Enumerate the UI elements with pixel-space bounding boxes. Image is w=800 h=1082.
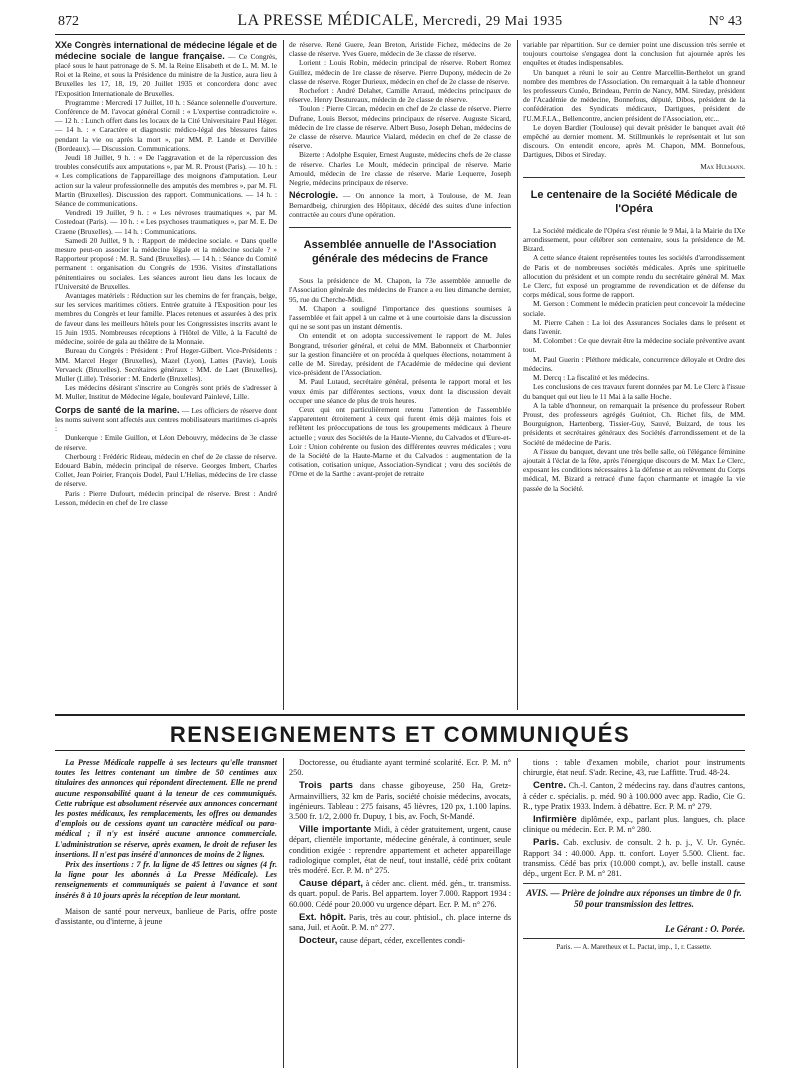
issue-date: Mercredi, 29 Mai 1935 xyxy=(422,14,563,29)
centenaire-p7: M. Dercq : La fiscalité et les médecins. xyxy=(533,373,649,383)
assemblee-p2: M. Chapon a souligné l'importance des questions soumises à l'assemblée et fait appel à un calme et à une courtoisie dans la discussion qui ne se sont pas un instant démentis. xyxy=(289,303,511,332)
centenaire-p6: M. Paul Guerin : Pléthore médicale, concurrence déloyale et Ordre des médecins. xyxy=(523,354,745,373)
ad-cause-title: Cause départ, xyxy=(299,878,364,890)
notice: La Presse Médicale rappelle à ses lecteurs qu'elle transmet toutes les lettres contenant un timbre de 50 centimes aux titulaires des annonces qui répondent directement. Elle ne prend aucune responsabilité quant à la teneur de ces communiqués. Cette rubrique est absolument réservée aux annonces concernant les postes médicaux, les remplacements, les offres ou demandes d'emplois ou de cessions ayant un caractère médical ou para-médical ; il n'y est inséré aucune annonce commerciale. L'administration se réserve, après examen, le droit de refuser les insertions. Il n'est pas inséré d'annonces de moins de 2 lignes. xyxy=(55,758,277,859)
section-rule xyxy=(55,714,745,716)
classifieds-column-1 xyxy=(55,758,277,927)
doyen: Le doyen Bardier (Toulouse) qui devait présider le banquet avait été empêché au dernier moment. M. Stillmunkès le représentait et lut son discours. On entendit encore, après M. Chapon, MM. Bonnefous, Dartigues, Dibos et Sireday. xyxy=(523,122,745,160)
necrologie-title: Nécrologie. xyxy=(289,190,339,201)
prix: Prix des insertions : 7 fr. la ligne de 45 lettres ou signes (4 fr. la ligne pour les abonnés à La Presse Médicale). Les renseignements et communiqués se paient à l'avance et sont insérés 8 à 10 jours après la réception de leur montant. xyxy=(55,860,277,900)
centenaire-p5: M. Colombet : Ce que devrait être la médecine sociale préventive avant tout. xyxy=(523,336,745,355)
assemblee-p3: On entendit et on adopta successivement le rapport de M. Jules Bongrand, trésorier général, et celui de MM. Babonneix et Charbonnier sur la gestion financière et on procéda à quelques élections, notamment à celle de M. Sireday, président de l'Académie de médecine qui devient vice-président de l'Association. xyxy=(289,331,511,378)
toulon: Toulon : Pierre Circan, médecin en chef de 2e classe de réserve. Pierre Dufrane, Louis Bersot, médecins principaux de réserve. Auguste Sicard, médecin de 1re classe de réserve. Albert Buso, Joseph Dehan, médecins de 2e classe de réserve. Maurice Vialard, médecin en chef de 2e classe de réserve. xyxy=(289,104,511,151)
centenaire-p10: A l'issue du banquet, devant une très belle salle, où l'élégance féminine ajoutait à l'éclat de la fête, après l'énergique discours de M. Max Le Clerc, exposant les conditions nécessaires à la défense et au relèvement du Corps médical, M. Bizard a retracé d'une façon charmante et imagée la vie passée de la Société. xyxy=(523,446,745,493)
corps-intro: — Les officiers de réserve dont les noms suivent sont affectés aux centres mobilisateurs maritimes ci-après : xyxy=(55,405,277,434)
corps-title: Corps de santé de la marine. xyxy=(55,404,180,415)
centenaire-p3: M. Gerson : Comment le médecin praticien peut concevoir la médecine sociale. xyxy=(523,299,745,318)
ad-ville-title: Ville importante xyxy=(299,824,372,836)
page-header xyxy=(50,10,750,34)
column-divider xyxy=(517,758,518,1068)
marine-cont: de réserve. René Guere, Jean Breton, Aristide Fichez, médecins de 2e classe de réserve. Yves Guere, médecin de 3e classe de réserve. xyxy=(289,40,511,59)
printer-line: Paris. — A. Maretheux et L. Pactat, imp., 1, r. Cassette. xyxy=(556,943,712,952)
assemblee-p4: M. Paul Lutaud, secrétaire général, présenta le rapport moral et les vœux émis par différentes sections, vœux dont la discussion devait occuper une séance de plus de trois heures. xyxy=(289,377,511,405)
ad-trois-parts-title: Trois parts xyxy=(299,780,353,792)
header-rule xyxy=(55,34,745,35)
paris-brest: Paris : Pierre Dufourt, médecin principal de réserve. Brest : André Lesson, médecin en chef de 1re classe xyxy=(55,488,277,507)
column-divider xyxy=(283,40,284,710)
column-1 xyxy=(55,40,277,507)
ad-infirmiere: diplômée, exp., parlant plus. langues, ch. place clinique ou médecin. Ecr. P. M. n° 280. xyxy=(523,815,745,835)
ad-cause: à céder anc. client. méd. gén., tr. transmiss. ds quart. popul. de Paris. Bel appartem. loyer 7.000. Rapport 1934 : 60.000. Cédé pour 20.000 vu urgence départ. Ecr. P. M. n° 276. xyxy=(289,879,511,909)
ad-paris: Cab. exclusiv. de consult. 2 h. p. j., V. Ur. Gynéc. Rapport 34 : 40.000. App. tt. confort. Loyer 5.500. Client. fac. transmiss. Cédé bas prix (10.000 compt.), av. belle install. cause dép., urgent Ecr. P. M. n° 281. xyxy=(523,838,746,879)
renseignements-title: RENSEIGNEMENTS ET COMMUNIQUÉS xyxy=(169,722,631,747)
signature: Max Hulmann. xyxy=(700,161,745,171)
centenaire-p9: A la table d'honneur, on remarquait la présence du professeur Robert Proust, des professeurs agrégés Guéniot, Ch. Richet fils, de MM. Bourguignon, Hartenberg, Tissier-Guy, Sauvé, Buizard, de tous les présidents et secrétaires généraux des Sociétés d'arrondissement et de la Société de médecine de Paris. xyxy=(523,400,745,447)
ad-centre: Ch.-l. Canton, 2 médecins ray. dans d'autres cantons, à céder c. spécialis. p. méd. 90 à 100.000 avec app. Radio, Cie G. R., type Pratix 1933. Indem. à débattre. Ecr. P. M. n° 279. xyxy=(523,781,746,811)
section-rule xyxy=(55,750,745,751)
centenaire-title: Le centenaire de la Société Médicale de l'Opéra xyxy=(523,177,745,216)
assemblee-p1: Sous la présidence de M. Chapon, la 73e assemblée annuelle de l'Association générale des médecins de France a eu lieu dimanche dernier, 95, rue du Cherche-Midi. xyxy=(289,276,511,304)
ad-infirmiere-title: Infirmière xyxy=(533,814,577,826)
ad-ville: Midi, à céder gratuitement, urgent, cause départ, clientèle importante, médecine générale, à continuer, seule condition exigée : reprendre appartement et acheter appareillage radiologique complet, état de neuf, tout installé, cédé prix coûtant très modéré. Ecr. P. M. n° 275. xyxy=(289,825,512,876)
lorient: Lorient : Louis Robin, médecin principal de réserve. Robert Romez Guillez, médecin de 1re classe de réserve. Pierre Dupony, médecin de 2e classe de réserve. Roger Durieux, médecin en chef de 2e classe de réserve. xyxy=(289,58,511,86)
assemblee-p5: Ceux qui ont particulièrement retenu l'attention de l'assemblée s'apparentent étroitement à ceux qui furent émis déjà maintes fois et reflètent les préoccupations de tous les groupements médicaux à l'heure actuelle ; vœux des Sociétés de la Haute-Vienne, du Calvados et d'Eure-et-Loir : Union cohérente ou fusion des différentes œuvres médicales ; vœu de la Société de la Haute-Marne et du Calvados : augmentation de la cotisation, cotisation unique, Association-Syndicat ; vœu des sociétés de l'Orne et de la Sarthe : avant-projet de retraite xyxy=(289,405,511,479)
dunkerque: Dunkerque : Emile Guillon, et Léon Debouvry, médecins de 3e classe de réserve. xyxy=(55,433,277,452)
ad-docteur-title: Docteur, xyxy=(299,935,338,947)
banquet: Un banquet a réuni le soir au Centre Marcellin-Berthelot un grand nombre des membres de l'Association. On remarquait à la table d'honneur les professeurs Cunéo, Brindeau, Perrin de Nancy, MM. Sireday, président de l'Académie de médecine, Bonnefous, député, Dibos, président de la confédération des Syndicats médicaux, Dartigues, président de l'U.M.F.I.A., Bellencontre, ancien président de l'Association, etc... xyxy=(523,67,745,123)
centenaire-p2: A cette séance étaient représentées toutes les sociétés d'arrondissement de Paris et de nombreuses sociétés médicales. Après une spirituelle allocution du président et un compte rendu du secrétaire général M. Max Le Clerc, fut exposé un programme de revendication et de défense du corps médical, sous forme de rapport. xyxy=(523,253,745,300)
journal-title: LA PRESSE MÉDICALE, Mercredi, 29 Mai 1935 xyxy=(237,12,563,29)
classifieds-column-3 xyxy=(523,758,745,953)
centenaire-p4: M. Pierre Cahen : La loi des Assurances Sociales dans le présent et dans l'avenir. xyxy=(523,317,745,337)
ad-ext: Paris, très au cour. phtisiol., ch. place interne ds sana, Juil. et Août. P. M. n° 277. xyxy=(289,912,511,933)
page-number: 872 xyxy=(58,14,79,29)
ad-ext-title: Ext. hôpit. xyxy=(299,911,347,923)
inscription: Les médecins désirant s'inscrire au Congrès sont priés de s'adresser à M. Muller, Institut de Médecine légale, boulevard Painlevé, Lille. xyxy=(55,383,277,402)
congres-intro: — Ce Congrès, placé sous le haut patronage de S. M. la Reine Elisabeth et de L. M. M. le Roi et la Reine, et sous la Présidence du ministre de la Justice, aura lieu à Bruxelles les 17, 18, 19, 20 Juillet 1935 et concordera donc avec l'Exposition Internationale de Bruxelles. xyxy=(55,51,277,98)
assemblee-cont: variable par répartition. Sur ce dernier point une discussion très serrée et toujours courtoise s'engagea dont la conclusion fut ajournée après les enquêtes et études indispensables. xyxy=(523,40,745,68)
column-3 xyxy=(523,40,745,493)
column-divider xyxy=(517,40,518,710)
congres-title: XXe Congrès international de médecine légale et de médecine sociale de langue française. xyxy=(55,40,277,61)
centenaire-p8: Les conclusions de ces travaux furent données par M. Le Clerc à l'issue du banquet qui eut lieu le 11 Mai à la salle Hoche. xyxy=(523,382,745,401)
avis-notice: AVIS. — Prière de joindre aux réponses un timbre de 0 fr. 50 pour transmission des lettres. xyxy=(523,883,745,910)
assemblee-title: Assemblée annuelle de l'Association générale des médecins de France xyxy=(289,227,511,266)
samedi: Samedi 20 Juillet, 9 h. : Rapport de médecine sociale. « Dans quelle mesure peut-on associer la médecine légale et la médecine sociale ? » Rapporteur proposé : M. R. Sand (Bruxelles). — 14 h. : Séance du Comité permanent : organisation du Congrès de 1936. Visites d'installations pénitentiaires ou sociales. Les séances auront lieu dans les locaux de l'Université de Bruxelles. xyxy=(55,235,277,291)
issue-number: N° 43 xyxy=(708,14,742,29)
jeudi: Jeudi 18 Juillet, 9 h. : « De l'aggravation et de la répercussion des troubles consécutifs aux amputations », par M. R. Proust (Paris). — 10 h. : « Les complications de l'appareillage des moignons d'amputation. Leur action sur la valeur professionnelle des amputés des membres », par M. Fl. Martin (Bruxelles). Discussion des rapport. Communications. — 14 h. : Séance de communications. xyxy=(55,153,277,209)
cherbourg: Cherbourg : Frédéric Rideau, médecin en chef de 2e classe de réserve. Edouard Babin, médecin principal de réserve. Georges Imbert, Charles Collet, Jean Poirier, François Dodel, Paul L'Helias, médecins de 1re classe de réserve. xyxy=(55,451,277,489)
ad-doctoresse: Doctoresse, ou étudiante ayant terminé scolarité. Ecr. P. M. n° 250. xyxy=(289,758,511,778)
ad-docteur-cont: tions : table d'examen mobile, chariot pour instruments chirurgie, état neuf. S'adr. Recine, 43, rue Laffitte. Trud. 48-24. xyxy=(523,758,745,778)
bureau: Bureau du Congrès : Président : Prof Heger-Gilbert. Vice-Présidents : MM. Marcel Heger (Bruxelles), Mazel (Lyon), Lattes (Pavie), Louis Vervaeck (Bruxelles). Secrétaires généraux : MM. de Laet (Bruxelles), Muller (Lille). Trésorier : M. Enderle (Bruxelles). xyxy=(55,346,277,383)
programme: Programme : Mercredi 17 Juillet, 10 h. : Séance solennelle d'ouverture. Conférence de M. l'avocat général Cornil : « L'expertise contradictoire ». — 12 h. : Lunch offert dans les locaux de la Cité Universitaire Paul Héger. — 14 h. : « Caractère et diagnostic médico-légal des blessures faites pendant la vie ou après la mort », par MM. P. Lande et Dervillée (Bordeaux). — Discussion. Communications. xyxy=(55,97,277,153)
vendredi: Vendredi 19 Juillet, 9 h. : « Les névroses traumatiques », par M. Costedoat (Paris). — 10 h. : « Les psychoses traumatiques », par M. E. De Craene (Bruxelles). — 14 h. : Communications. xyxy=(55,208,277,236)
ad-paris-title: Paris. xyxy=(533,837,560,849)
gerant: Le Gérant : O. Porée. xyxy=(523,924,745,939)
ad-docteur: cause départ, céder, excellentes condi- xyxy=(339,936,466,946)
bizerte: Bizerte : Adolphe Esquier, Ernest Auguste, médecins chefs de 2e classe de réserve. Charles Le Moult, médecin principal de réserve. Marie Arnould, médecin de 1re classe de réserve. Marie Lequerre, Joseph Negrie, médecins principaux de réserve. xyxy=(289,150,511,188)
necrologie: — On annonce la mort, à Toulouse, de M. Jean Bernardbeig, chirurgien des Hôpitaux, décédé des suites d'une infection contractée au cours d'une opération. xyxy=(289,191,511,219)
ad-centre-title: Centre. xyxy=(533,780,567,792)
ad-trois-parts: dans chasse giboyeuse, 250 Ha, Gretz-Armainvilliers, 32 km de Paris, société choisie médecins, avocats, ingénieurs. Tableau : 275 faisans, 45 lièvres, 120 px, 1.100 lapins. 3.500 fr. 1/2, 2.000 fr. Dupuy, 1 bis, av. Foch, St-Mandé. xyxy=(289,781,512,822)
rochefort: Rochefort : André Delahet, Camille Arraud, médecins principaux de réserve. Henry Destureaux, médecin de 2e classe de réserve. xyxy=(289,86,511,105)
column-2 xyxy=(289,40,511,479)
avantages: Avantages matériels : Réduction sur les chemins de fer français, belge, sur les services maritimes côtiers. Entrée gratuite à l'Exposition pour les membres du Congrès et leur famille. Places retenues et assurées à des prix de faveur dans les meilleurs hôtels pour les Congressistes inscrits avant le 15 Juin 1935. Nombreuses réceptions à l'Hôtel de Ville, à la Faculté de médecine, soirée de gala au théâtre de la Monnaie. xyxy=(55,291,277,347)
classifieds-column-2 xyxy=(289,758,511,946)
column-divider xyxy=(283,758,284,1068)
maison-de-sante: Maison de santé pour nerveux, banlieue de Paris, offre poste d'assistante, ou d'interne, à jeune xyxy=(55,906,277,927)
centenaire-p1: La Société médicale de l'Opéra s'est réunie le 9 Mai, à la Mairie du IXe arrondissement, pour célébrer son centenaire, sous la présidence de M. Bizard. xyxy=(523,225,745,254)
